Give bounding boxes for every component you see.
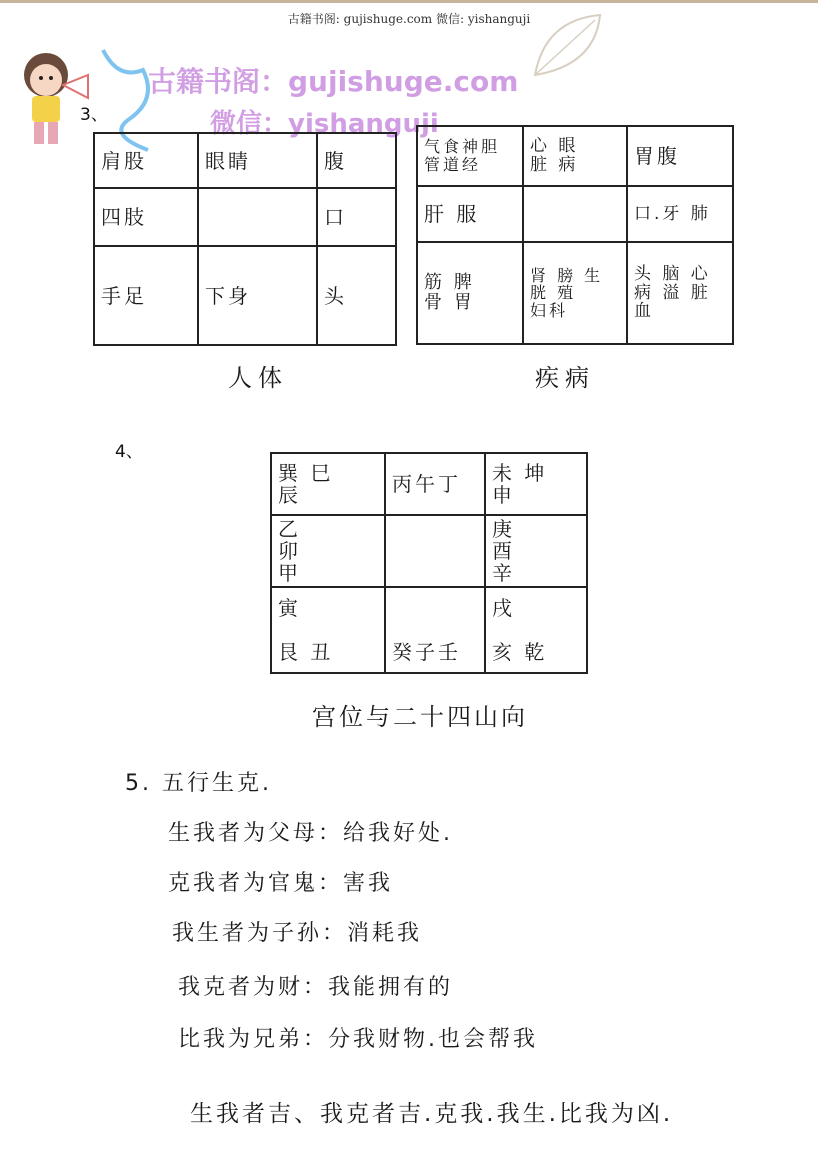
wuxing-line-5: 比我为兄弟：分我财物.也会帮我: [178, 1027, 538, 1052]
body-cell-2-1: 下身: [198, 246, 317, 345]
disease-table-caption: 疾病: [535, 364, 595, 392]
disease-cell-0-2: 胃腹: [627, 126, 733, 186]
palace-grid: [270, 452, 588, 674]
palace-grid-caption: 宫位与二十四山向: [312, 703, 528, 731]
page-header: 古籍书阁: gujishuge.com 微信: yishanguji: [287, 12, 531, 26]
palace-cell-1-0: 乙 卯 甲: [271, 515, 385, 587]
palace-cell-2-0: 寅 艮 丑: [271, 587, 385, 673]
disease-cell-2-2: 头 脑 心 病 溢 脏 血: [627, 242, 733, 344]
top-border: [0, 0, 818, 3]
body-table: [93, 132, 397, 346]
wuxing-line-1: 生我者为父母：给我好处.: [168, 821, 453, 846]
body-cell-0-0: 肩股: [94, 133, 198, 188]
palace-cell-1-2: 庚 酉 辛: [485, 515, 587, 587]
disease-table: [416, 125, 734, 345]
section-4-number: 4、: [115, 442, 143, 462]
wuxing-line-4: 我克者为财：我能拥有的: [178, 975, 454, 1000]
disease-cell-1-2: 口.牙 肺: [627, 186, 733, 242]
body-cell-1-2: 口: [317, 188, 396, 246]
disease-cell-1-1: [523, 186, 627, 242]
palace-cell-0-0: 巽 巳 辰: [271, 453, 385, 515]
disease-cell-0-1: 心 眼 脏 病: [523, 126, 627, 186]
wuxing-summary: 生我者吉、我克者吉.克我.我生.比我为凶.: [190, 1101, 674, 1127]
palace-cell-2-1: 癸子壬: [385, 587, 485, 673]
body-cell-1-0: 四肢: [94, 188, 198, 246]
watermark-line-1: 古籍书阁：gujishuge.com: [148, 65, 519, 98]
wuxing-line-3: 我生者为子孙：消耗我: [172, 921, 423, 946]
section-3-number: 3、: [80, 105, 108, 125]
disease-cell-1-0: 肝 服: [417, 186, 523, 242]
watermark-line-2: 微信：yishanguji: [210, 109, 439, 139]
wuxing-line-2: 克我者为官鬼：害我: [168, 871, 394, 896]
body-cell-2-0: 手足: [94, 246, 198, 345]
disease-cell-2-1: 肾 膀 生 胱 殖 妇科: [523, 242, 627, 344]
body-table-caption: 人体: [228, 364, 288, 392]
body-cell-0-1: 眼睛: [198, 133, 317, 188]
palace-cell-1-1: [385, 515, 485, 587]
palace-cell-0-1: 丙午丁: [385, 453, 485, 515]
body-cell-2-2: 头: [317, 246, 396, 345]
body-cell-1-1: [198, 188, 317, 246]
disease-cell-0-0: 气食神胆 管道经: [417, 126, 523, 186]
leaf-icon: [525, 10, 605, 80]
section-5-title: 5. 五行生克.: [125, 771, 272, 796]
body-cell-0-2: 腹: [317, 133, 396, 188]
palace-cell-0-2: 未 坤 申: [485, 453, 587, 515]
disease-cell-2-0: 筋 脾 骨 胃: [417, 242, 523, 344]
palace-cell-2-2: 戌 亥 乾: [485, 587, 587, 673]
